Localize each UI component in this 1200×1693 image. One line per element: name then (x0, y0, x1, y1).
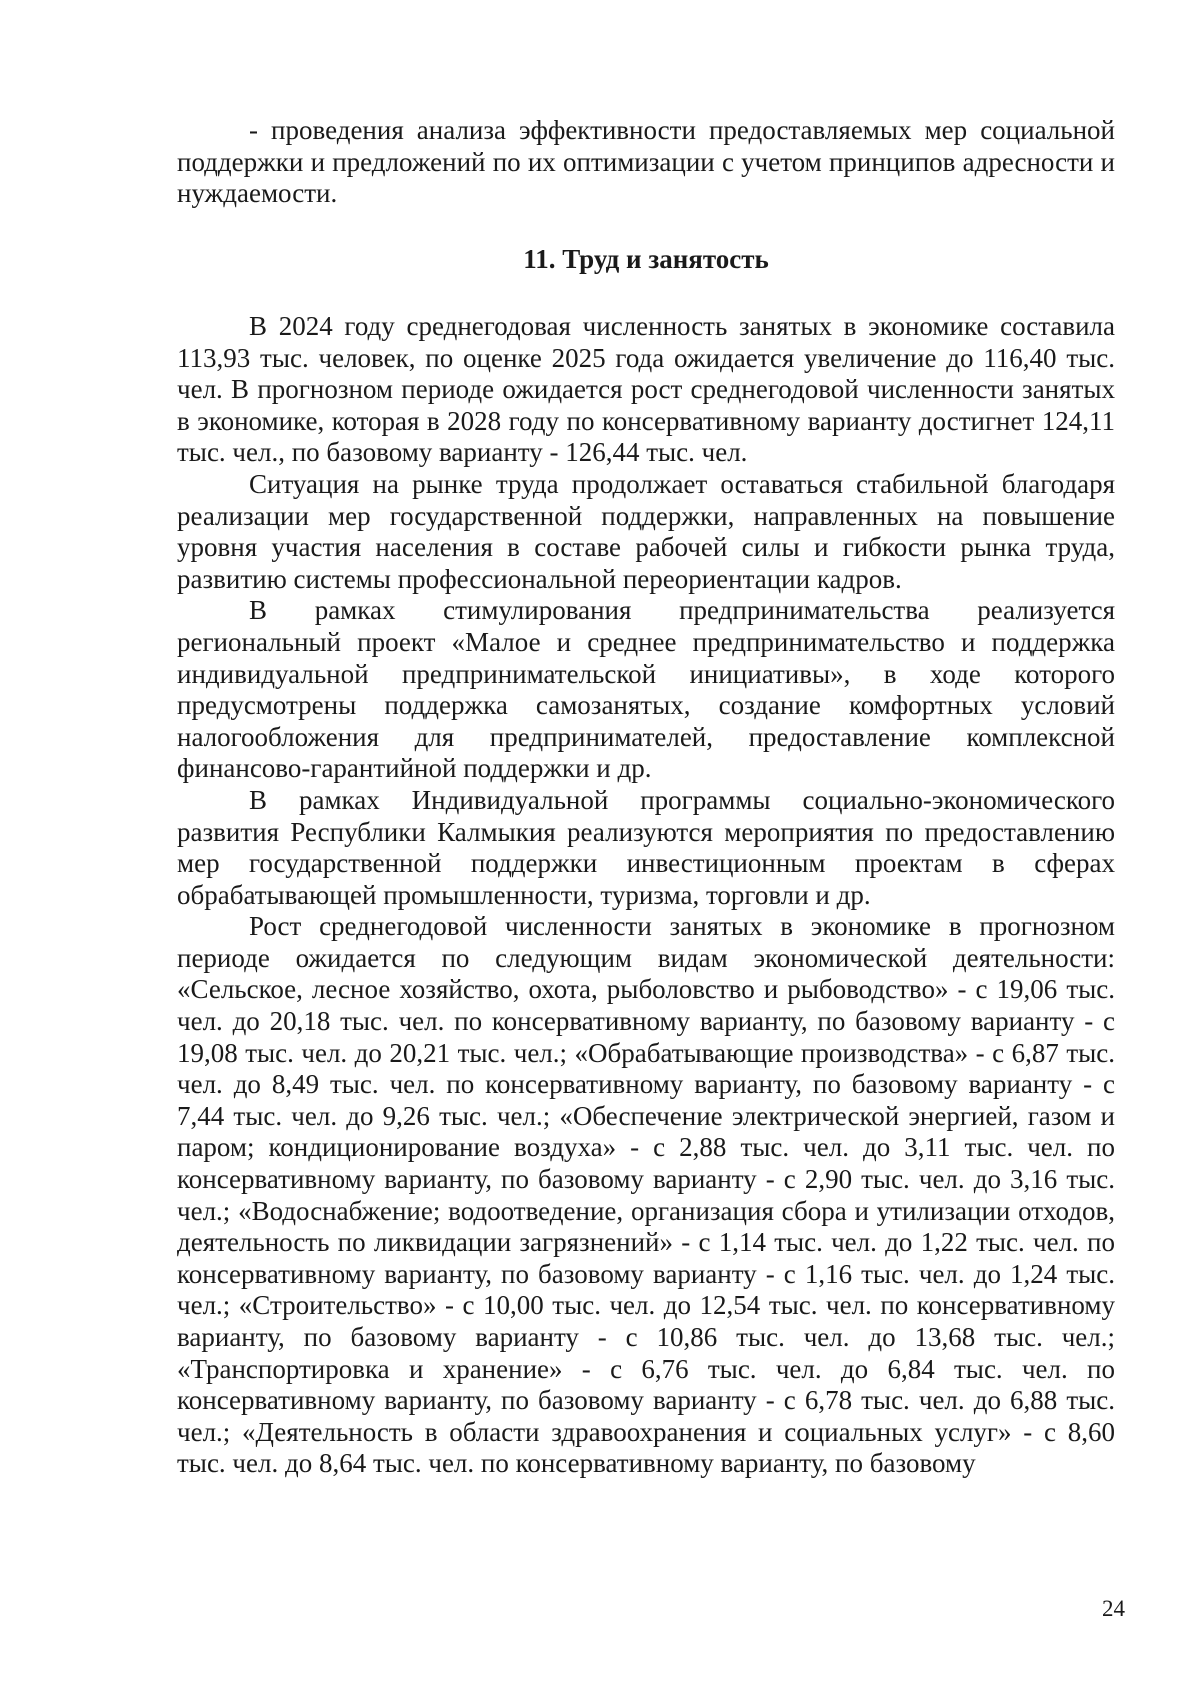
paragraph-labor-market: Ситуация на рынке труда продолжает оставаться стабильной благодаря реализации мер государственной поддержки, направленных на повышение уровня участия населения в составе рабочей силы и гибкости рынка труда, развитию системы профессиональной переориентации кадров. (177, 468, 1115, 594)
section-body (177, 311, 1115, 1480)
paragraph-employment-growth-by-sector: Рост среднегодовой численности занятых в экономике в прогнозном периоде ожидается по следующим видам экономической деятельности: «Сельское, лесное хозяйство, охота, рыболовство и рыбоводство» - с 19,06 тыс. чел. до 20,18 тыс. чел. по консервативному варианту, по базовому варианту - с 19,08 тыс. чел. до 20,21 тыс. чел.; «Обрабатывающие производства» - с 6,87 тыс. чел. до 8,49 тыс. чел. по консервативному варианту, по базовому варианту - с 7,44 тыс. чел. до 9,26 тыс. чел.; «Обеспечение электрической энергией, газом и паром; кондиционирование воздуха» - с 2,88 тыс. чел. до 3,11 тыс. чел. по консервативному варианту, по базовому варианту - с 2,90 тыс. чел. до 3,16 тыс. чел.; «Водоснабжение; водоотведение, организация сбора и утилизации отходов, деятельность по ликвидации загрязнений» - с 1,14 тыс. чел. до 1,22 тыс. чел. по консервативному варианту, по базовому варианту - с 1,16 тыс. чел. до 1,24 тыс. чел.; «Строительство» - с 10,00 тыс. чел. до 12,54 тыс. чел. по консервативному варианту, по базовому варианту - с 10,86 тыс. чел. до 13,68 тыс. чел.; «Транспортировка и хранение» - с 6,76 тыс. чел. до 6,84 тыс. чел. по консервативному варианту, по базовому варианту - с 6,78 тыс. чел. до 6,88 тыс. чел.; «Деятельность в области здравоохранения и социальных услуг» - с 8,60 тыс. чел. до 8,64 тыс. чел. по консервативному варианту, по базовому (177, 911, 1115, 1479)
paragraph-individual-program: В рамках Индивидуальной программы социально-экономического развития Республики Калмыкия реализуются мероприятия по предоставлению мер государственной поддержки инвестиционным проектам в сферах обрабатывающей промышленности, туризма, торговли и др. (177, 784, 1115, 910)
paragraph-entrepreneurship: В рамках стимулирования предпринимательства реализуется региональный проект «Малое и среднее предпринимательство и поддержка индивидуальной предпринимательской инициативы», в ходе которого предусмотрены поддержка самозанятых, создание комфортных условий налогообложения для предпринимателей, предоставление комплексной финансово-гарантийной поддержки и др. (177, 595, 1115, 784)
intro-paragraph: - проведения анализа эффективности предоставляемых мер социальной поддержки и предложений по их оптимизации с учетом принципов адресности и нуждаемости. (177, 115, 1115, 209)
section-title: 11. Труд и занятость (523, 244, 769, 274)
paragraph-employment-overview: В 2024 году среднегодовая численность занятых в экономике составила 113,93 тыс. человек, по оценке 2025 года ожидается увеличение до 116,40 тыс. чел. В прогнозном периоде ожидается рост среднегодовой численности занятых в экономике, которая в 2028 году по консервативному варианту достигнет 124,11 тыс. чел., по базовому варианту - 126,44 тыс. чел. (177, 311, 1115, 468)
intro-paragraph-block (177, 115, 1115, 210)
page-number: 24 (1102, 1596, 1125, 1621)
